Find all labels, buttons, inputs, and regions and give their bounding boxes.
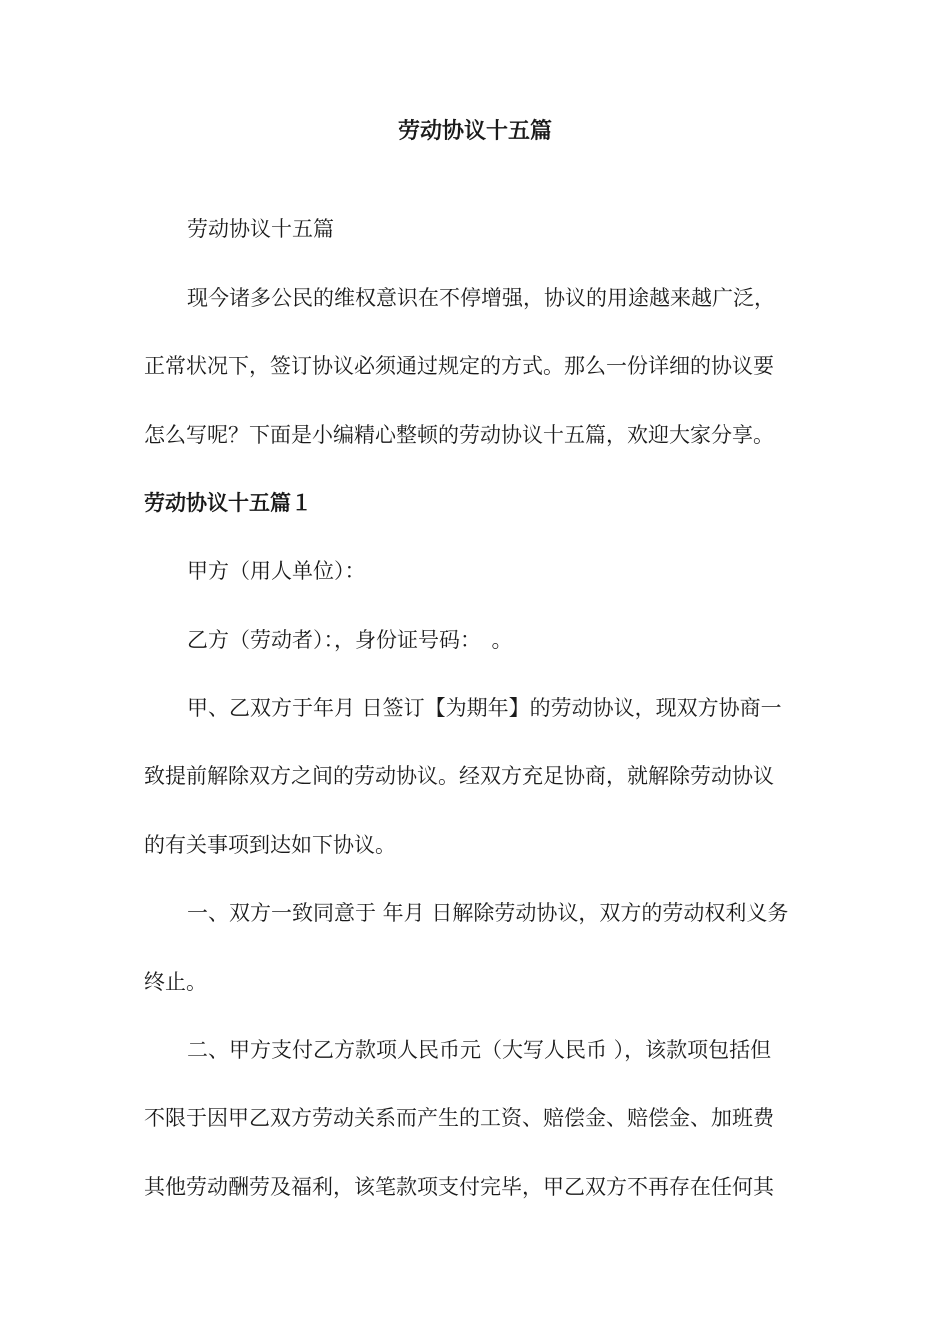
party-a-line: 甲方（用人单位）： [187, 559, 366, 583]
paragraph-line: 现今诸多公民的维权意识在不停增强，协议的用途越来越广泛， [187, 286, 775, 310]
section-heading: 劳动协议十五篇１ [144, 491, 312, 515]
paragraph-line: 正常状况下，签订协议必须通过规定的方式。那么一份详细的协议要 [144, 354, 774, 378]
paragraph-line: 致提前解除双方之间的劳动协议。经双方充足协商，就解除劳动协议 [144, 764, 774, 788]
clause-line: 终止。 [144, 970, 207, 994]
clause-line: 不限于因甲乙双方劳动关系而产生的工资、赔偿金、赔偿金、加班费 [144, 1106, 774, 1130]
paragraph-line: 怎么写呢？下面是小编精心整顿的劳动协议十五篇，欢迎大家分享。 [144, 423, 774, 447]
paragraph-line: 甲、乙双方于年月 日签订【为期年】的劳动协议，现双方协商一 [187, 696, 782, 720]
clause-line: 一、双方一致同意于 年月 日解除劳动协议，双方的劳动权利义务 [187, 901, 789, 925]
clause-line: 二、甲方支付乙方款项人民币元（大写人民币 ），该款项包括但 [187, 1038, 772, 1062]
document-title: 劳动协议十五篇 [397, 119, 552, 144]
clause-line: 其他劳动酬劳及福利，该笔款项支付完毕，甲乙双方不再存在任何其 [144, 1175, 774, 1199]
intro-heading: 劳动协议十五篇 [187, 217, 334, 241]
paragraph-line: 的有关事项到达如下协议。 [144, 833, 396, 857]
party-b-line: 乙方（劳动者）：，身份证号码： 。 [187, 628, 513, 652]
